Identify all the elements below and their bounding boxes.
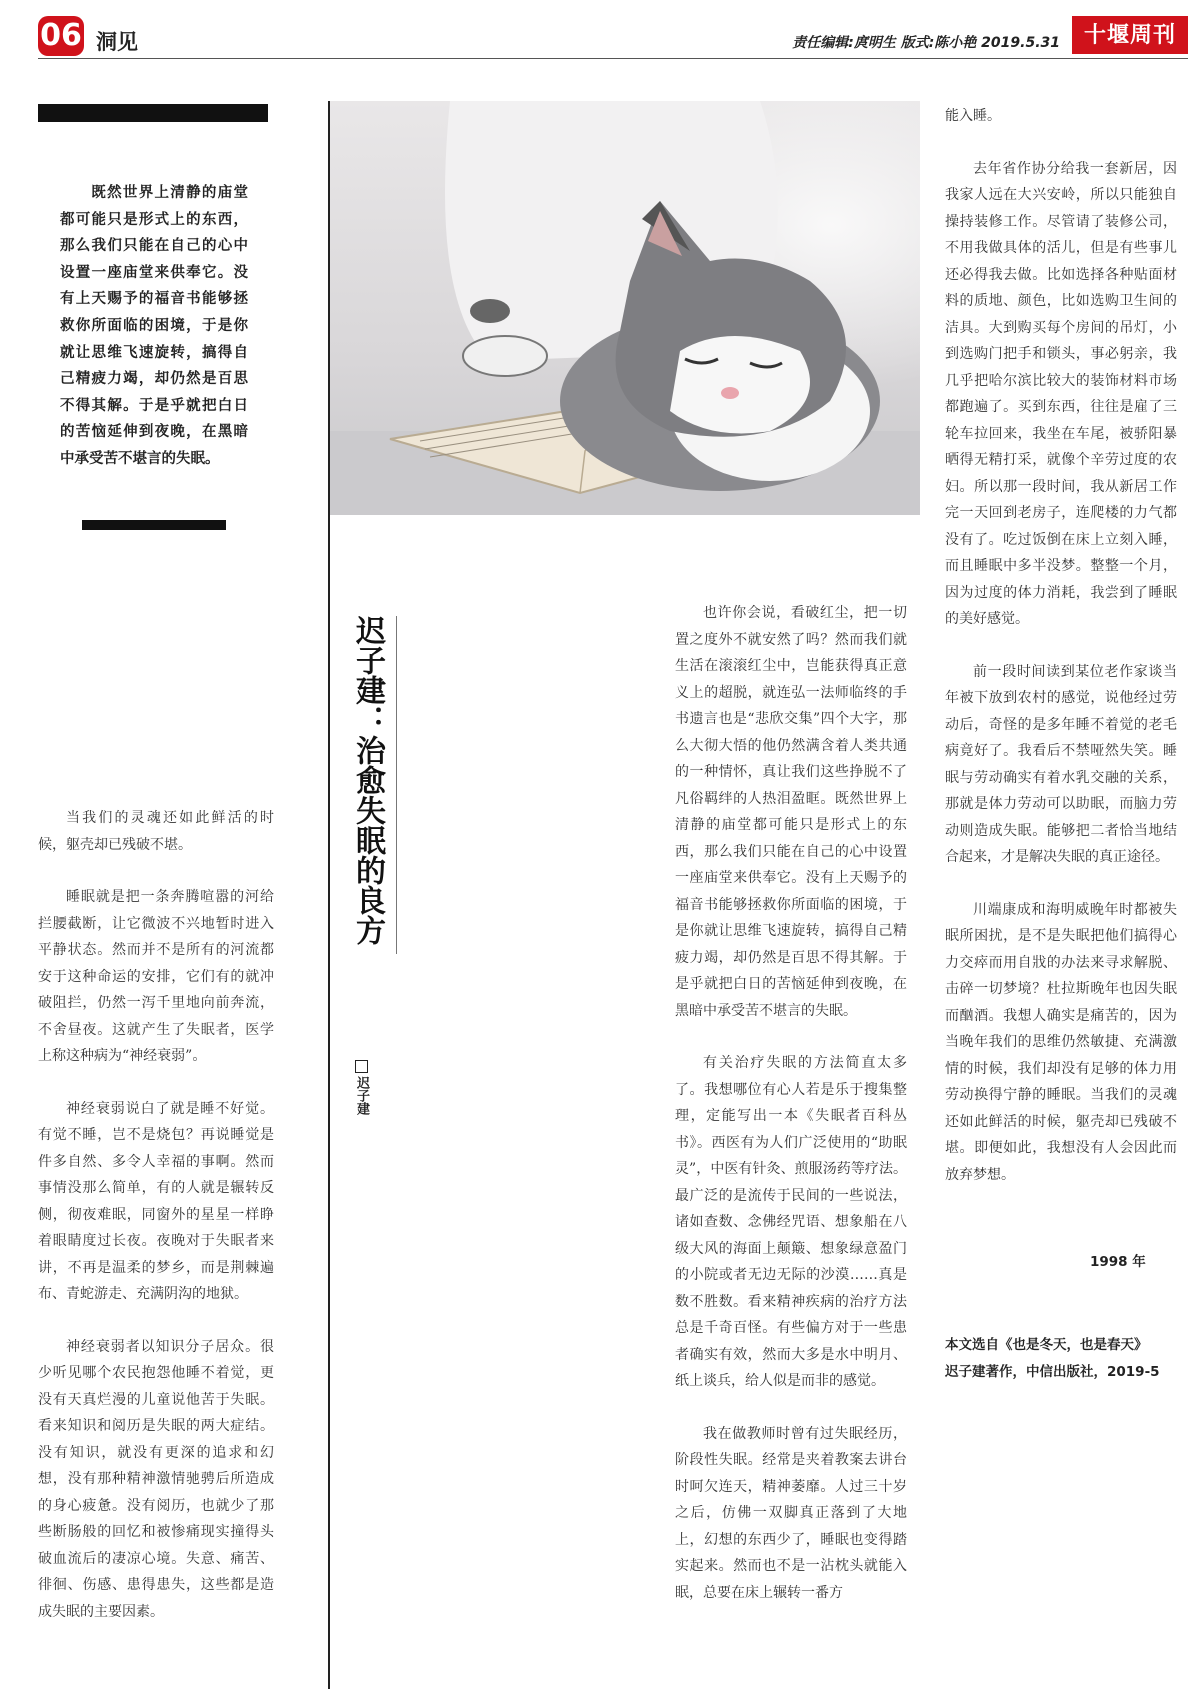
pull-quote: [60, 180, 248, 473]
cat-photo-svg: [330, 101, 920, 515]
article-year: 1998 年: [1090, 1254, 1146, 1270]
section-title: 洞见: [96, 30, 138, 54]
byline-box-icon: [355, 1060, 368, 1073]
article-title: 迟子建：治愈失眠的良方: [350, 615, 385, 945]
masthead-logo: 十堰周刊: [1072, 16, 1188, 54]
byline: [352, 1060, 371, 1115]
source-line: 本文选自《也是冬天，也是春天》: [945, 1337, 1148, 1353]
paragraph: 睡眠就是把一条奔腾喧嚣的河给拦腰截断，让它微波不兴地暂时进入平静状态。然而并不是所有的河流都安于这种命运的安排，它们有的就冲破阻拦，仍然一泻千里地向前奔流，不舍昼夜。这就产生了失眠者，医学上称这种病为“神经衰弱”。: [38, 889, 274, 1064]
pull-quote-text: 既然世界上清静的庙堂都可能只是形式上的东西，那么我们只能在自己的心中设置一座庙堂来供奉它。没有上天赐予的福音书能够拯救你所面临的困境，于是你就让思维飞速旋转，搞得自己精疲力竭，却仍然是百思不得其解。于是乎就把白日的苦恼延伸到夜晚，在黑暗中承受苦不堪言的失眠。: [60, 184, 248, 467]
middle-column: [675, 600, 907, 1632]
paragraph: 去年省作协分给我一套新居，因我家人远在大兴安岭，所以只能独自操持装修工作。尽管请了装修公司，不用我做具体的活儿，但是有些事儿还必得我去做。比如选择各种贴面材料的质地、颜色，比如选购卫生间的洁具。大到购买每个房间的吊灯，小到选购门把手和锁头，事必躬亲，我几乎把哈尔滨比较大的装饰材料市场都跑遍了。买到东西，往往是雇了三轮车拉回来，我坐在车尾，被骄阳暴晒得无精打采，就像个辛劳过度的农妇。所以那一段时间，我从新居工作完一天回到老房子，连爬楼的力气都没有了。吃过饭倒在床上立刻入睡，而且睡眠中多半没梦。整整一个月，因为过度的体力消耗，我尝到了睡眠的美好感觉。: [945, 160, 1177, 627]
paragraph: 也许你会说，看破红尘，把一切置之度外不就安然了吗？然而我们就生活在滚滚红尘中，岂能获得真正意义上的超脱，就连弘一法师临终的手书遗言也是“悲欣交集”四个大字，那么大彻大悟的他仍然满含着人类共通的一种情怀，真让我们这些挣脱不了凡俗羁绊的人热泪盈眶。既然世界上清静的庙堂都可能只是形式上的东西，那么我们只能在自己的心中设置一座庙堂来供奉它。没有上天赐予的福音书能够拯救你所面临的困境，于是你就让思维飞速旋转，搞得自己精疲力竭，却仍然是百思不得其解。于是乎就把白日的苦恼延伸到夜晚，在黑暗中承受苦不堪言的失眠。: [675, 605, 907, 1019]
paragraph: 神经衰弱者以知识分子居众。很少听见哪个农民抱怨他睡不着觉，更没有天真烂漫的儿童说他苦于失眠。看来知识和阅历是失眠的两大症结。没有知识，就没有更深的追求和幻想，没有那种精神激情驰骋后所造成的身心疲惫。没有阅历，也就少了那些断肠般的回忆和被惨痛现实撞得头破血流后的凄凉心境。失意、痛苦、徘徊、伤感、患得患失，这些都是造成失眠的主要因素。: [38, 1338, 274, 1620]
paragraph: 川端康成和海明威晚年时都被失眠所困扰，是不是失眠把他们搞得心力交瘁而用自戕的办法来寻求解脱、击碎一切梦境？杜拉斯晚年也因失眠而酗酒。我想人确实是痛苦的，因为当晚年我们的思维仍然敏捷、充满激情的时候，我们却没有足够的体力用劳动换得宁静的睡眠。当我们的灵魂还如此鲜活的时候，躯壳却已残破不堪。即便如此，我想没有人会因此而放弃梦想。: [945, 901, 1177, 1183]
paragraph: 我在做教师时曾有过失眠经历，阶段性失眠。经常是夹着教案去讲台时呵欠连天，精神萎靡。人过三十岁之后，仿佛一双脚真正落到了大地上，幻想的东西少了，睡眠也变得踏实起来。然而也不是一沾枕头就能入眠，总要在床上辗转一番方: [675, 1425, 907, 1601]
pull-quote-top-bar: [38, 104, 268, 122]
source-note: [945, 1332, 1195, 1385]
editor-credits: 责任编辑:庹明生 版式:陈小艳 2019.5.31: [792, 35, 1060, 51]
page-number-badge: 06: [38, 16, 84, 56]
left-column: [38, 805, 274, 1651]
pull-quote-bottom-bar: [82, 520, 226, 530]
paragraph: 前一段时间读到某位老作家谈当年被下放到农村的感觉，说他经过劳动后，奇怪的是多年睡不着觉的老毛病竟好了。我看后不禁哑然失笑。睡眠与劳动确实有着水乳交融的关系，那就是体力劳动可以助眠，而脑力劳动则造成失眠。能够把二者恰当地结合起来，才是解决失眠的真正途径。: [945, 663, 1177, 865]
source-line: 迟子建著作，中信出版社，2019-5: [945, 1363, 1160, 1380]
paragraph: 神经衰弱说白了就是睡不好觉。有觉不睡，岂不是烧包？再说睡觉是件多自然、多令人幸福的事啊。然而事情没那么简单，有的人就是辗转反侧，彻夜难眠，同窗外的星星一样睁着眼睛度过长夜。夜晚对于失眠者来讲，不再是温柔的梦乡，而是荆棘遍布、青蛇游走、充满阴沟的地狱。: [38, 1100, 274, 1302]
header-divider: [38, 58, 1188, 59]
paragraph: 能入睡。: [945, 108, 1001, 124]
author-name: 迟子建: [354, 1076, 369, 1115]
title-divider: [396, 616, 397, 954]
paragraph: 当我们的灵魂还如此鲜活的时候，躯壳却已残破不堪。: [38, 810, 274, 853]
right-column: [945, 103, 1177, 1214]
paragraph: 有关治疗失眠的方法简直太多了。我想哪位有心人若是乐于搜集整理，定能写出一本《失眠者百科丛书》。西医有为人们广泛使用的“助眠灵”，中医有针灸、煎服汤药等疗法。最广泛的是流传于民间的一些说法，诸如查数、念佛经咒语、想象船在八级大风的海面上颠簸、想象绿意盈门的小院或者无边无际的沙漠……真是数不胜数。看来精神疾病的治疗方法总是千奇百怪。有些偏方对于一些患者确实有效，然而大多是水中明月、纸上谈兵，给人似是而非的感觉。: [675, 1055, 907, 1389]
sleeping-cat-on-book-photo: [330, 101, 920, 515]
